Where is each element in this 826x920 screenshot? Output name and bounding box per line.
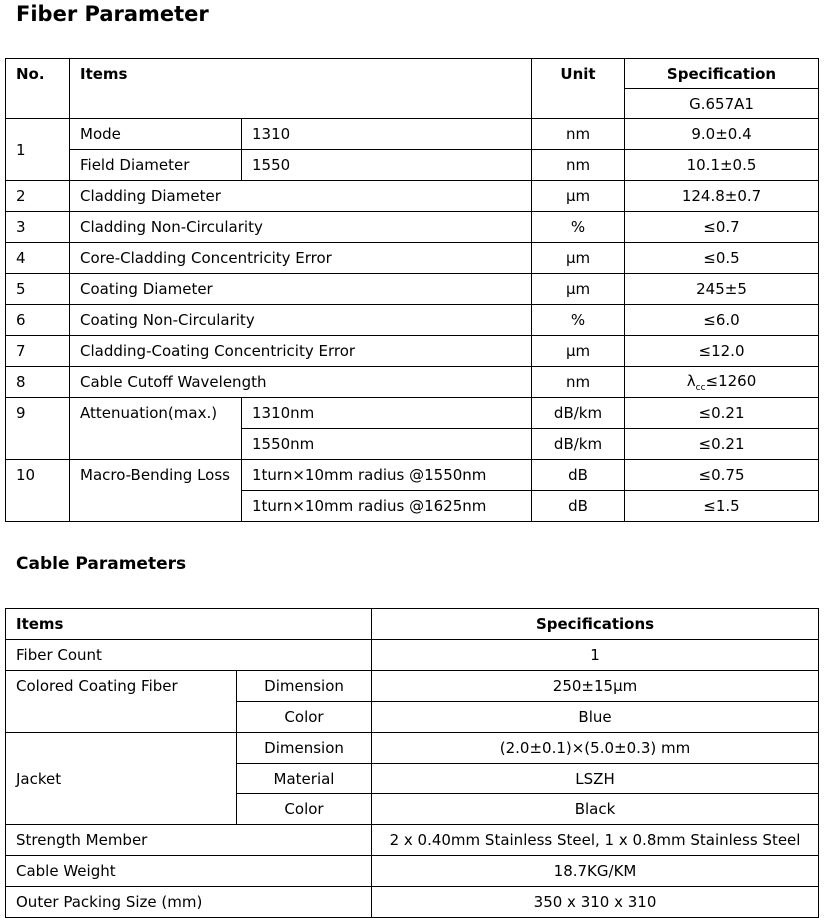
fiber-header-row: [6, 59, 819, 89]
row-item: Coating Diameter: [70, 274, 532, 305]
row-item: Coating Non-Circularity: [70, 305, 532, 336]
row-unit: nm: [532, 119, 625, 150]
header-unit: Unit: [532, 59, 625, 119]
row-unit: μm: [532, 181, 625, 212]
row-unit: μm: [532, 274, 625, 305]
row-number: 6: [6, 305, 70, 336]
table-row: [6, 367, 819, 398]
header-specifications: Specifications: [372, 609, 819, 640]
row-value: [625, 367, 819, 398]
header-specification: Specification: [625, 59, 819, 89]
row-item: Jacket: [6, 733, 237, 825]
row-number: 2: [6, 181, 70, 212]
row-number: 1: [6, 119, 70, 181]
row-item: Cladding-Coating Concentricity Error: [70, 336, 532, 367]
table-row: [6, 212, 819, 243]
row-value: 1: [372, 640, 819, 671]
row-unit: dB/km: [532, 398, 625, 429]
table-row: [6, 640, 819, 671]
row-value: 18.7KG/KM: [372, 856, 819, 887]
row-value: 2 x 0.40mm Stainless Steel, 1 x 0.8mm Stainless Steel: [372, 825, 819, 856]
table-row: [6, 274, 819, 305]
row-condition: 1550: [242, 150, 532, 181]
row-item: Fiber Count: [6, 640, 372, 671]
table-row: [6, 671, 819, 702]
row-unit: dB: [532, 460, 625, 491]
row-subitem: Dimension: [237, 733, 372, 764]
row-value: 9.0±0.4: [625, 119, 819, 150]
row-item: Colored Coating Fiber: [6, 671, 237, 733]
row-condition: 1310: [242, 119, 532, 150]
row-value: LSZH: [372, 764, 819, 794]
table-row: [6, 181, 819, 212]
row-value: ≤0.21: [625, 429, 819, 460]
row-number: 3: [6, 212, 70, 243]
row-item: Field Diameter: [70, 150, 242, 181]
table-row: [6, 336, 819, 367]
row-value: ≤1.5: [625, 491, 819, 522]
header-no: No.: [6, 59, 70, 119]
row-unit: dB/km: [532, 429, 625, 460]
table-row: [6, 825, 819, 856]
table-row: [6, 733, 819, 764]
row-number: 5: [6, 274, 70, 305]
row-unit: dB: [532, 491, 625, 522]
row-item: Core-Cladding Concentricity Error: [70, 243, 532, 274]
row-value: 350 x 310 x 310: [372, 887, 819, 918]
fiber-parameter-table: [5, 58, 819, 522]
cutoff-value: ≤1260: [705, 371, 757, 390]
table-row: [6, 150, 819, 181]
header-items: Items: [6, 609, 372, 640]
row-value: 10.1±0.5: [625, 150, 819, 181]
row-value: ≤0.75: [625, 460, 819, 491]
row-subitem: Color: [237, 794, 372, 825]
row-unit: μm: [532, 243, 625, 274]
row-value: ≤0.7: [625, 212, 819, 243]
row-item: Cladding Diameter: [70, 181, 532, 212]
row-value: 124.8±0.7: [625, 181, 819, 212]
row-unit: %: [532, 212, 625, 243]
row-value: ≤0.5: [625, 243, 819, 274]
cable-header-row: [6, 609, 819, 640]
row-item: Mode: [70, 119, 242, 150]
row-item: Outer Packing Size (mm): [6, 887, 372, 918]
row-value: Blue: [372, 702, 819, 733]
row-unit: %: [532, 305, 625, 336]
row-number: 7: [6, 336, 70, 367]
row-item: Cable Cutoff Wavelength: [70, 367, 532, 398]
row-value: ≤6.0: [625, 305, 819, 336]
row-number: 10: [6, 460, 70, 522]
row-item: Cable Weight: [6, 856, 372, 887]
row-subitem: Dimension: [237, 671, 372, 702]
row-subitem: Material: [237, 764, 372, 794]
row-value: Black: [372, 794, 819, 825]
row-value: ≤12.0: [625, 336, 819, 367]
table-row: [6, 887, 819, 918]
row-value: ≤0.21: [625, 398, 819, 429]
row-number: 8: [6, 367, 70, 398]
row-unit: μm: [532, 336, 625, 367]
row-value: 250±15μm: [372, 671, 819, 702]
row-condition: 1turn×10mm radius @1625nm: [242, 491, 532, 522]
lambda-symbol: λ: [686, 371, 696, 390]
row-condition: 1turn×10mm radius @1550nm: [242, 460, 532, 491]
table-row: [6, 243, 819, 274]
row-condition: 1550nm: [242, 429, 532, 460]
row-item: Attenuation(max.): [70, 398, 242, 460]
row-item: Macro-Bending Loss: [70, 460, 242, 522]
row-subitem: Color: [237, 702, 372, 733]
row-item: Cladding Non-Circularity: [70, 212, 532, 243]
fiber-parameter-title: Fiber Parameter: [16, 2, 209, 26]
row-unit: nm: [532, 150, 625, 181]
cable-parameters-title: Cable Parameters: [16, 554, 187, 574]
table-row: [6, 305, 819, 336]
lambda-subscript: cc: [695, 382, 706, 393]
header-fiber-type: G.657A1: [625, 89, 819, 119]
row-item: Strength Member: [6, 825, 372, 856]
cable-parameters-table: [5, 608, 819, 918]
table-row: [6, 856, 819, 887]
row-number: 4: [6, 243, 70, 274]
row-unit: nm: [532, 367, 625, 398]
row-condition: 1310nm: [242, 398, 532, 429]
row-value: (2.0±0.1)×(5.0±0.3) mm: [372, 733, 819, 764]
row-number: 9: [6, 398, 70, 460]
table-row: [6, 460, 819, 491]
table-row: [6, 398, 819, 429]
table-row: [6, 119, 819, 150]
header-items: Items: [70, 59, 532, 119]
row-value: 245±5: [625, 274, 819, 305]
